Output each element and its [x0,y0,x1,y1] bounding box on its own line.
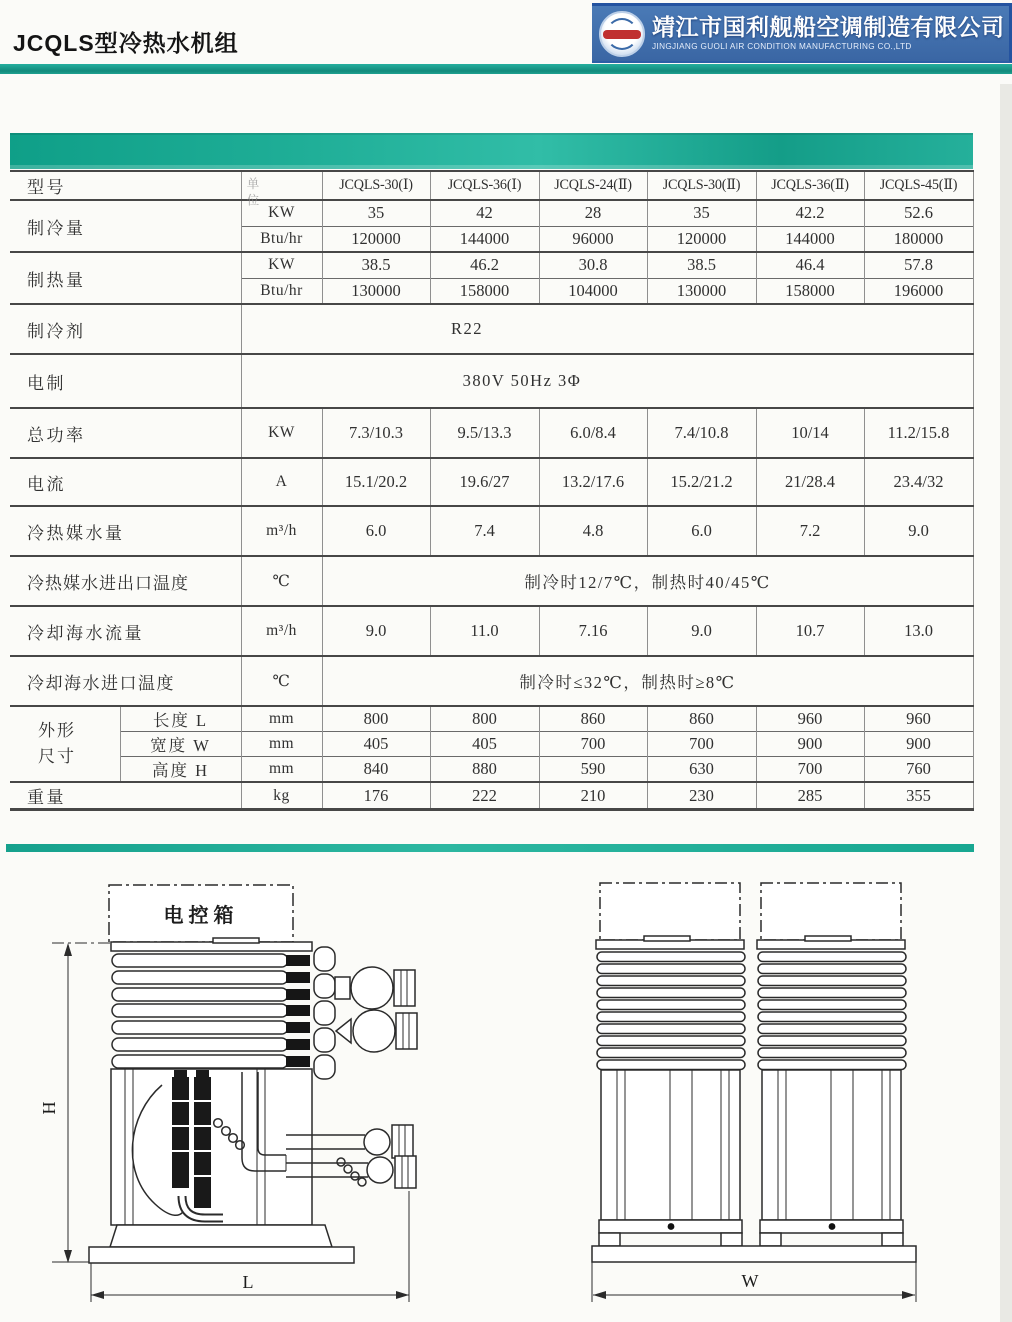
value-cell: 13.0 [864,606,973,656]
value-cell: 15.1/20.2 [322,458,430,506]
value-cell: 700 [539,732,647,757]
value-cell: 130000 [647,278,756,304]
value-cell: 制冷时≤32℃，制热时≥8℃ [322,656,973,706]
row-label-total-power: 总功率 [10,408,241,458]
table-row [10,458,973,506]
logo-red-band [603,30,641,39]
title-underline [0,64,1012,74]
value-cell: 104000 [539,278,647,304]
value-cell: 760 [864,757,973,783]
side-unit-a [596,883,745,1246]
value-cell: 180000 [864,226,973,252]
value-cell: 700 [647,732,756,757]
company-logo-icon [599,11,645,57]
row-label-current: 电流 [10,458,241,506]
value-cell: 700 [756,757,864,783]
value-cell: 23.4/32 [864,458,973,506]
row-label-heating: 制热量 [10,252,241,304]
company-name-cn: 靖江市国利舰船空调制造有限公司 [652,13,1005,40]
model-header: JCQLS-30(Ⅰ) [322,171,430,200]
value-cell: 6.0 [322,506,430,556]
compressor-cabinet [111,1069,312,1225]
model-header: JCQLS-36(Ⅰ) [430,171,539,200]
value-cell: 9.0 [864,506,973,556]
row-label-model: 型号 [10,171,241,200]
value-cell: 52.6 [864,200,973,226]
value-cell: 6.0/8.4 [539,408,647,458]
dim-w-label: W [741,1271,759,1291]
value-cell: 11.2/15.8 [864,408,973,458]
w-dimension [592,1262,916,1302]
value-cell: 96000 [539,226,647,252]
row-label-seawater-temp: 冷却海水进口温度 [10,656,241,706]
value-cell: 590 [539,757,647,783]
value-cell: 222 [430,782,539,810]
value-cell: 210 [539,782,647,810]
value-cell: 158000 [430,278,539,304]
value-cell: 158000 [756,278,864,304]
dim-l-label: L [242,1272,254,1292]
value-cell: 230 [647,782,756,810]
table-row [10,408,973,458]
table-row [10,171,973,200]
table-row [10,200,973,226]
row-label-dimensions [10,706,120,782]
value-cell: 860 [647,706,756,732]
value-cell: 405 [322,732,430,757]
row-label-width: 宽度 W [120,732,241,757]
value-cell: 800 [322,706,430,732]
value-cell: R22 [241,304,973,354]
value-cell: 7.3/10.3 [322,408,430,458]
unit-cell: mm [241,757,322,783]
value-cell: 42 [430,200,539,226]
value-cell: 9.0 [647,606,756,656]
table-row [10,656,973,706]
value-cell: 19.6/27 [430,458,539,506]
value-cell: 7.2 [756,506,864,556]
row-label-water-flow: 冷热媒水量 [10,506,241,556]
control-box-label: 电控箱 [163,905,239,927]
table-row [10,706,973,732]
value-cell: 38.5 [647,252,756,278]
unit-cell: KW [241,200,322,226]
model-header: JCQLS-30(Ⅱ) [647,171,756,200]
table-row [10,252,973,278]
value-cell: 21/28.4 [756,458,864,506]
unit-cell: ℃ [241,656,322,706]
common-base [592,1246,916,1262]
unit-cell: ℃ [241,556,322,606]
value-cell: 960 [864,706,973,732]
value-cell: 960 [756,706,864,732]
value-cell: 6.0 [647,506,756,556]
unit-cell: Btu/hr [241,278,322,304]
value-cell: 285 [756,782,864,810]
front-view-drawing [35,873,455,1322]
table-row [10,556,973,606]
unit-cell: m³/h [241,606,322,656]
page-title: JCQLS型冷热水机组 [13,30,239,56]
value-cell: 176 [322,782,430,810]
value-cell: 120000 [647,226,756,252]
value-cell: 630 [647,757,756,783]
value-cell: 11.0 [430,606,539,656]
unit-cell: KW [241,408,322,458]
value-cell: 355 [864,782,973,810]
value-cell: 46.4 [756,252,864,278]
value-cell: 900 [864,732,973,757]
unit-cell: m³/h [241,506,322,556]
value-cell: 800 [430,706,539,732]
table-row [10,757,973,783]
table-row [10,732,973,757]
table-row [10,606,973,656]
value-cell: 9.5/13.3 [430,408,539,458]
value-cell: 196000 [864,278,973,304]
value-cell: 7.4 [430,506,539,556]
control-box [109,885,293,942]
unit-cell: mm [241,732,322,757]
table-row [10,782,973,810]
unit-column-note: 单位 [245,177,259,210]
side-unit-b [757,883,906,1246]
table-row [10,304,973,354]
model-header: JCQLS-45(Ⅱ) [864,171,973,200]
value-cell: 10.7 [756,606,864,656]
company-name-block [652,13,1005,51]
value-cell: 860 [539,706,647,732]
row-label-weight: 重量 [10,782,241,810]
value-cell: 144000 [756,226,864,252]
table-row [10,506,973,556]
unit-cell: Btu/hr [241,226,322,252]
valve-fittings [335,967,417,1052]
unit-cell: KW [241,252,322,278]
company-banner [592,3,1012,63]
side-view-drawing [572,873,1002,1322]
value-cell: 120000 [322,226,430,252]
value-cell: 制冷时12/7℃，制热时40/45℃ [322,556,973,606]
value-cell: 405 [430,732,539,757]
value-cell: 28 [539,200,647,226]
value-cell: 30.8 [539,252,647,278]
row-label-power-supply: 电制 [10,354,241,408]
unit-cell: kg [241,782,322,810]
value-cell: 38.5 [322,252,430,278]
model-header: JCQLS-24(Ⅱ) [539,171,647,200]
value-cell: 35 [322,200,430,226]
row-label-cooling: 制冷量 [10,200,241,252]
base-plates [89,1225,354,1263]
value-cell: 840 [322,757,430,783]
value-cell: 15.2/21.2 [647,458,756,506]
value-cell: 7.16 [539,606,647,656]
table-top-accent-bar [10,133,973,169]
value-cell: 10/14 [756,408,864,458]
row-label-refrigerant: 制冷剂 [10,304,241,354]
coil-stack [111,938,335,1079]
row-label-water-temp: 冷热媒水进出口温度 [10,556,241,606]
value-cell: 9.0 [322,606,430,656]
unit-cell: A [241,458,322,506]
spec-table [10,170,974,811]
unit-cell: mm [241,706,322,732]
value-cell: 130000 [322,278,430,304]
value-cell: 900 [756,732,864,757]
dimensions-label-text: 外形尺寸 [38,720,76,766]
model-header: JCQLS-36(Ⅱ) [756,171,864,200]
value-cell: 144000 [430,226,539,252]
value-cell: 57.8 [864,252,973,278]
value-cell: 880 [430,757,539,783]
row-label-length: 长度 L [120,706,241,732]
value-cell: 35 [647,200,756,226]
row-label-seawater-flow: 冷却海水流量 [10,606,241,656]
value-cell: 4.8 [539,506,647,556]
row-label-height: 高度 H [120,757,241,783]
dim-h-label: H [39,1101,59,1115]
table-bottom-accent-bar [6,844,974,852]
value-cell: 380V 50Hz 3Φ [241,354,973,408]
value-cell: 46.2 [430,252,539,278]
company-name-en: JINGJIANG GUOLI AIR CONDITION MANUFACTURING CO.,LTD [652,41,912,51]
value-cell: 7.4/10.8 [647,408,756,458]
value-cell: 13.2/17.6 [539,458,647,506]
table-row [10,354,973,408]
value-cell: 42.2 [756,200,864,226]
